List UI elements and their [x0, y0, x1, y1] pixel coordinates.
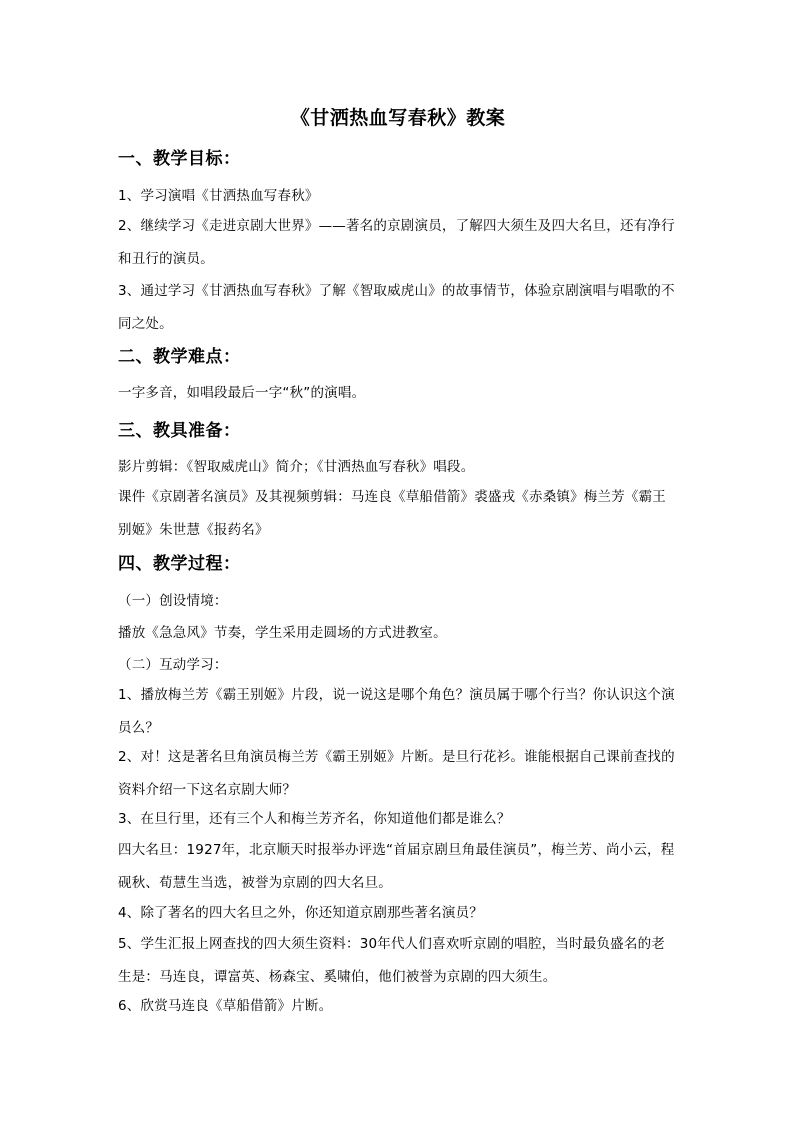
paragraph: 5、学生汇报上网查找的四大须生资料：30年代人们喜欢听京剧的唱腔，当时最负盛名的老生是：马连良，谭富英、杨森宝、奚啸伯，他们被誉为京剧的四大须生。 [118, 936, 665, 985]
paragraph: 4、除了著名的四大名旦之外，你还知道京剧那些著名演员？ [118, 905, 483, 921]
paragraph: 四大名旦：1927年，北京顺天时报举办评选“首届京剧旦角最佳演员”，梅兰芳、尚小云，程砚秋、荀慧生当选，被誉为京剧的四大名旦。 [118, 842, 675, 891]
paragraph: 1、播放梅兰芳《霸王别姬》片段，说一说这是哪个角色？演员属于哪个行当？你认识这个演员么？ [118, 687, 675, 736]
section-heading-difficulties: 二、教学难点： [118, 347, 241, 367]
paragraph: 6、欣赏马连良《草船借箭》片断。 [118, 998, 333, 1014]
paragraph: 一字多音，如唱段最后一字“秋”的演唱。 [118, 385, 366, 401]
paragraph: 课件《京剧著名演员》及其视频剪辑：马连良《草船借箭》裘盛戎《赤桑镇》梅兰芳《霸王别姬》朱世慧《报药名》 [118, 489, 666, 538]
paragraph: 2、继续学习《走进京剧大世界》——著名的京剧演员，了解四大须生及四大名旦，还有净行和丑行的演员。 [118, 218, 675, 267]
paragraph: 播放《急急风》节奏，学生采用走圆场的方式进教室。 [118, 625, 447, 641]
section-heading-materials: 三、教具准备： [118, 421, 241, 441]
section-heading-objectives: 一、教学目标： [118, 149, 241, 169]
paragraph: 影片剪辑：《智取威虎山》简介；《甘洒热血写春秋》唱段。 [118, 459, 475, 475]
paragraph: 3、通过学习《甘洒热血写春秋》了解《智取威虎山》的故事情节，体验京剧演唱与唱歌的不同之处。 [118, 283, 675, 332]
document-title: 《甘洒热血写春秋》教案 [290, 107, 506, 129]
paragraph: 2、对！这是著名旦角演员梅兰芳《霸王别姬》片断。是旦行花衫。谁能根据自己课前查找的资料介绍一下这名京剧大师？ [118, 749, 675, 798]
paragraph: 1、学习演唱《甘洒热血写春秋》 [118, 188, 319, 204]
section-heading-process: 四、教学过程： [118, 554, 241, 574]
paragraph: （一）创设情境： [118, 593, 228, 609]
paragraph: 3、在旦行里，还有三个人和梅兰芳齐名，你知道他们都是谁么？ [118, 811, 511, 827]
paragraph: （二）互动学习： [118, 657, 228, 673]
